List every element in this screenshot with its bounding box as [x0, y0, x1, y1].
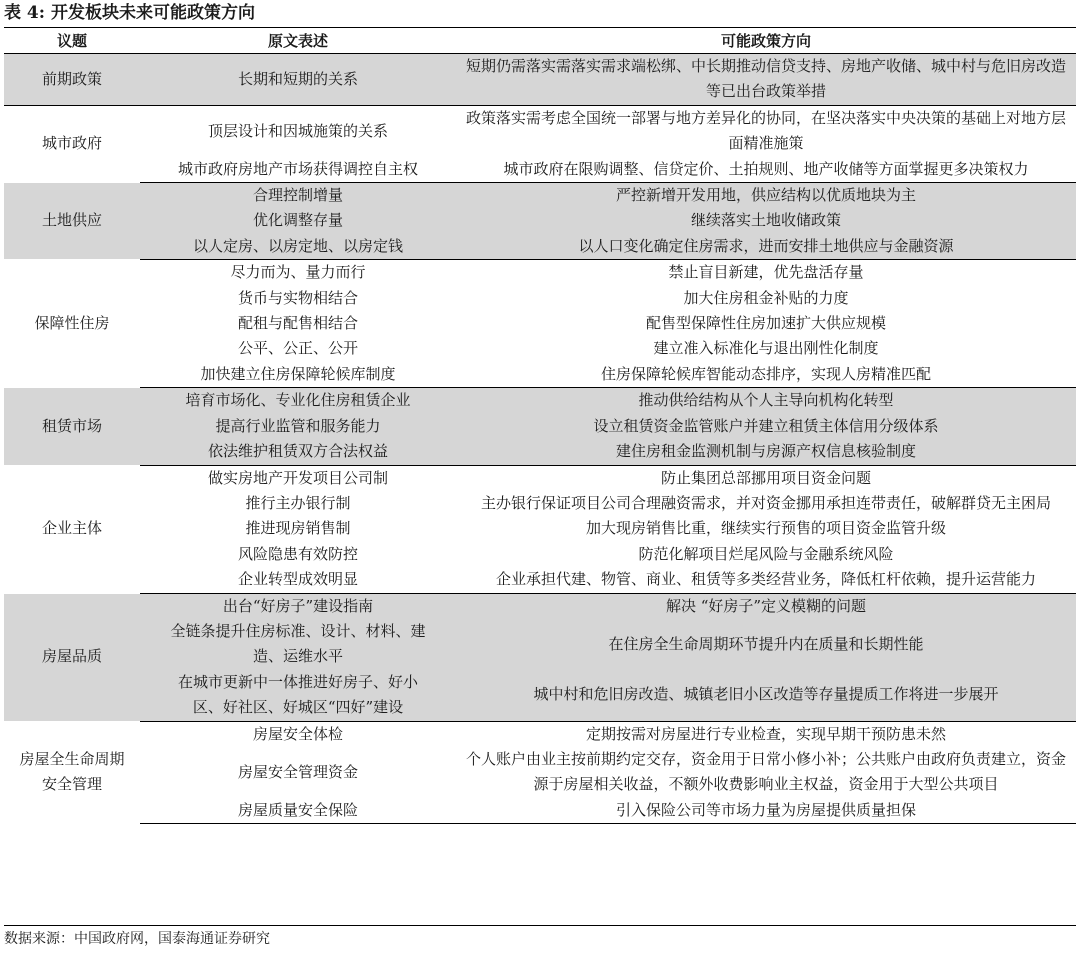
policy-direction-cell: 建立准入标准化与退出刚性化制度: [653, 339, 879, 358]
group-2: [4, 183, 1076, 260]
topic-cell: 房屋全生命周期安全管理: [19, 749, 125, 794]
table-row: [4, 798, 1076, 824]
original-text-cell: 依法维护租赁双方合法权益: [140, 439, 456, 465]
table-row: [4, 747, 1076, 798]
topic-cell: 保障性住房: [34, 314, 110, 333]
table-row: [4, 670, 1076, 721]
original-text-cell: 在城市更新中一体推进好房子、好小区、好社区、好城区“四好”建设: [140, 670, 456, 721]
table-row: [4, 54, 1076, 106]
policy-direction-cell: 城中村和危旧房改造、城镇老旧小区改造等存量提质工作将进一步展开: [456, 670, 1076, 721]
source-note: 数据来源：中国政府网，国泰海通证券研究: [4, 931, 270, 947]
original-text-cell: 加快建立住房保障轮候库制度: [140, 362, 456, 388]
table-row: [4, 619, 1076, 670]
table-row: [4, 105, 1076, 156]
original-text-cell: 房屋安全管理资金: [237, 762, 358, 781]
table-row: [4, 388, 1076, 414]
table-row: [4, 208, 1076, 233]
table-row: [4, 593, 1076, 619]
policy-direction-cell: 建住房租金监测机制与房源产权信息核验制度: [456, 439, 1076, 465]
topic-cell: 企业主体: [41, 519, 102, 538]
table-title: 表 4: 开发板块未来可能政策方向: [4, 3, 255, 23]
policy-direction-cell: 住房保障轮候库智能动态排序，实现人房精准匹配: [456, 362, 1076, 388]
original-text-cell: 公平、公正、公开: [237, 339, 358, 358]
policy-direction-cell: 加大住房租金补贴的力度: [683, 288, 849, 307]
table-row: [4, 567, 1076, 593]
group-1: [4, 105, 1076, 182]
policy-direction-cell: 防止集团总部挪用项目资金问题: [660, 468, 871, 487]
original-text-cell: 以人定房、以房定地、以房定钱: [140, 234, 456, 260]
table-row: [4, 439, 1076, 465]
original-text-cell: 城市政府房地产市场获得调控自主权: [140, 157, 456, 183]
policy-direction-cell: 防范化解项目烂尾风险与金融系统风险: [638, 544, 894, 563]
original-text-cell: 尽力而为、量力而行: [230, 263, 366, 282]
topic-cell: 土地供应: [4, 183, 140, 260]
original-text-cell: 培育市场化、专业化住房租赁企业: [140, 388, 456, 414]
original-text-cell: 货币与实物相结合: [237, 288, 358, 307]
topic-cell: 租赁市场: [4, 388, 140, 465]
policy-direction-cell: 推动供给结构从个人主导向机构化转型: [456, 388, 1076, 414]
original-text-cell: 出台“好房子”建设指南: [140, 593, 456, 619]
bottom-rule: [4, 925, 1076, 926]
header-policy: 可能政策方向: [456, 29, 1076, 54]
group-0: [4, 54, 1076, 106]
top-rule: [4, 27, 1076, 28]
original-text-cell: 推进现房销售制: [245, 519, 351, 538]
topic-cell: 房屋品质: [4, 593, 140, 721]
original-text-cell: 提高行业监管和服务能力: [140, 414, 456, 439]
policy-direction-cell: 严控新增开发用地，供应结构以优质地块为主: [456, 183, 1076, 209]
header-original: 原文表述: [140, 29, 456, 54]
header-row: [4, 29, 1076, 54]
policy-direction-cell: 配售型保障性住房加速扩大供应规模: [645, 314, 886, 333]
policy-direction-cell: 短期仍需落实需落实需求端松绑、中长期推动信贷支持、房地产收储、城中村与危旧房改造等已出台政策举措: [456, 54, 1076, 106]
table-row: [4, 336, 1076, 361]
table-row: [4, 516, 1076, 541]
policy-direction-cell: 引入保险公司等市场力量为房屋提供质量担保: [456, 798, 1076, 824]
table-row: [4, 414, 1076, 439]
topic-cell: 城市政府: [41, 134, 102, 153]
policy-direction-cell: 企业承担代建、物管、商业、租赁等多类经营业务，降低杠杆依赖，提升运营能力: [456, 567, 1076, 593]
policy-direction-cell: 以人口变化确定住房需求，进而安排土地供应与金融资源: [456, 234, 1076, 260]
table-row: [4, 491, 1076, 516]
table-row: [4, 721, 1076, 747]
group-4: [4, 388, 1076, 465]
original-text-cell: 配租与配售相结合: [237, 314, 358, 333]
original-text-cell: 房屋安全体检: [252, 724, 343, 743]
group-7: [4, 721, 1076, 824]
table-row: [4, 157, 1076, 183]
original-text-cell: 企业转型成效明显: [140, 567, 456, 593]
policy-direction-cell: 设立租赁资金监管账户并建立租赁主体信用分级体系: [456, 414, 1076, 439]
original-text-cell: 风险隐患有效防控: [237, 544, 358, 563]
original-text-cell: 推行主办银行制: [245, 493, 351, 512]
group-3: [4, 260, 1076, 388]
table-row: [4, 542, 1076, 567]
policy-direction-cell: 主办银行保证项目公司合理融资需求，并对资金挪用承担连带责任，破解群贷无主困局: [480, 493, 1051, 512]
group-6: [4, 593, 1076, 721]
table-row: [4, 465, 1076, 491]
original-text-cell: 做实房地产开发项目公司制: [207, 468, 388, 487]
policy-direction-cell: 禁止盲目新建，优先盘活存量: [668, 263, 864, 282]
original-text-cell: 合理控制增量: [140, 183, 456, 209]
header-topic: 议题: [4, 29, 140, 54]
table-row: [4, 311, 1076, 336]
original-text-cell: 长期和短期的关系: [140, 54, 456, 106]
policy-direction-cell: 在住房全生命周期环节提升内在质量和长期性能: [456, 619, 1076, 670]
topic-cell: 前期政策: [4, 54, 140, 106]
policy-table: [4, 29, 1076, 824]
policy-direction-cell: 加大现房销售比重，继续实行预售的项目资金监管升级: [585, 519, 946, 538]
table-row: [4, 286, 1076, 311]
original-text-cell: 优化调整存量: [140, 208, 456, 233]
policy-direction-cell: 解决 “好房子”定义模糊的问题: [456, 593, 1076, 619]
table-row: [4, 183, 1076, 209]
original-text-cell: 全链条提升住房标准、设计、材料、建造、运维水平: [140, 619, 456, 670]
policy-direction-cell: 城市政府在限购调整、信贷定价、土拍规则、地产收储等方面掌握更多决策权力: [456, 157, 1076, 183]
table-row: [4, 362, 1076, 388]
original-text-cell: 顶层设计和因城施策的关系: [207, 121, 388, 140]
policy-direction-cell: 个人账户由业主按前期约定交存，资金用于日常小修小补；公共账户由政府负责建立，资金源于房屋相关收益，不额外收费影响业主权益，资金用于大型公共项目: [465, 749, 1066, 794]
table-row: [4, 234, 1076, 260]
table-row: [4, 260, 1076, 286]
original-text-cell: 房屋质量安全保险: [140, 798, 456, 824]
policy-direction-cell: 政策落实需考虑全国统一部署与地方差异化的协同，在坚决落实中央决策的基础上对地方层面精准施策: [465, 108, 1066, 153]
policy-direction-cell: 继续落实土地收储政策: [456, 208, 1076, 233]
group-5: [4, 465, 1076, 593]
policy-direction-cell: 定期按需对房屋进行专业检查，实现早期干预防患未然: [585, 724, 946, 743]
